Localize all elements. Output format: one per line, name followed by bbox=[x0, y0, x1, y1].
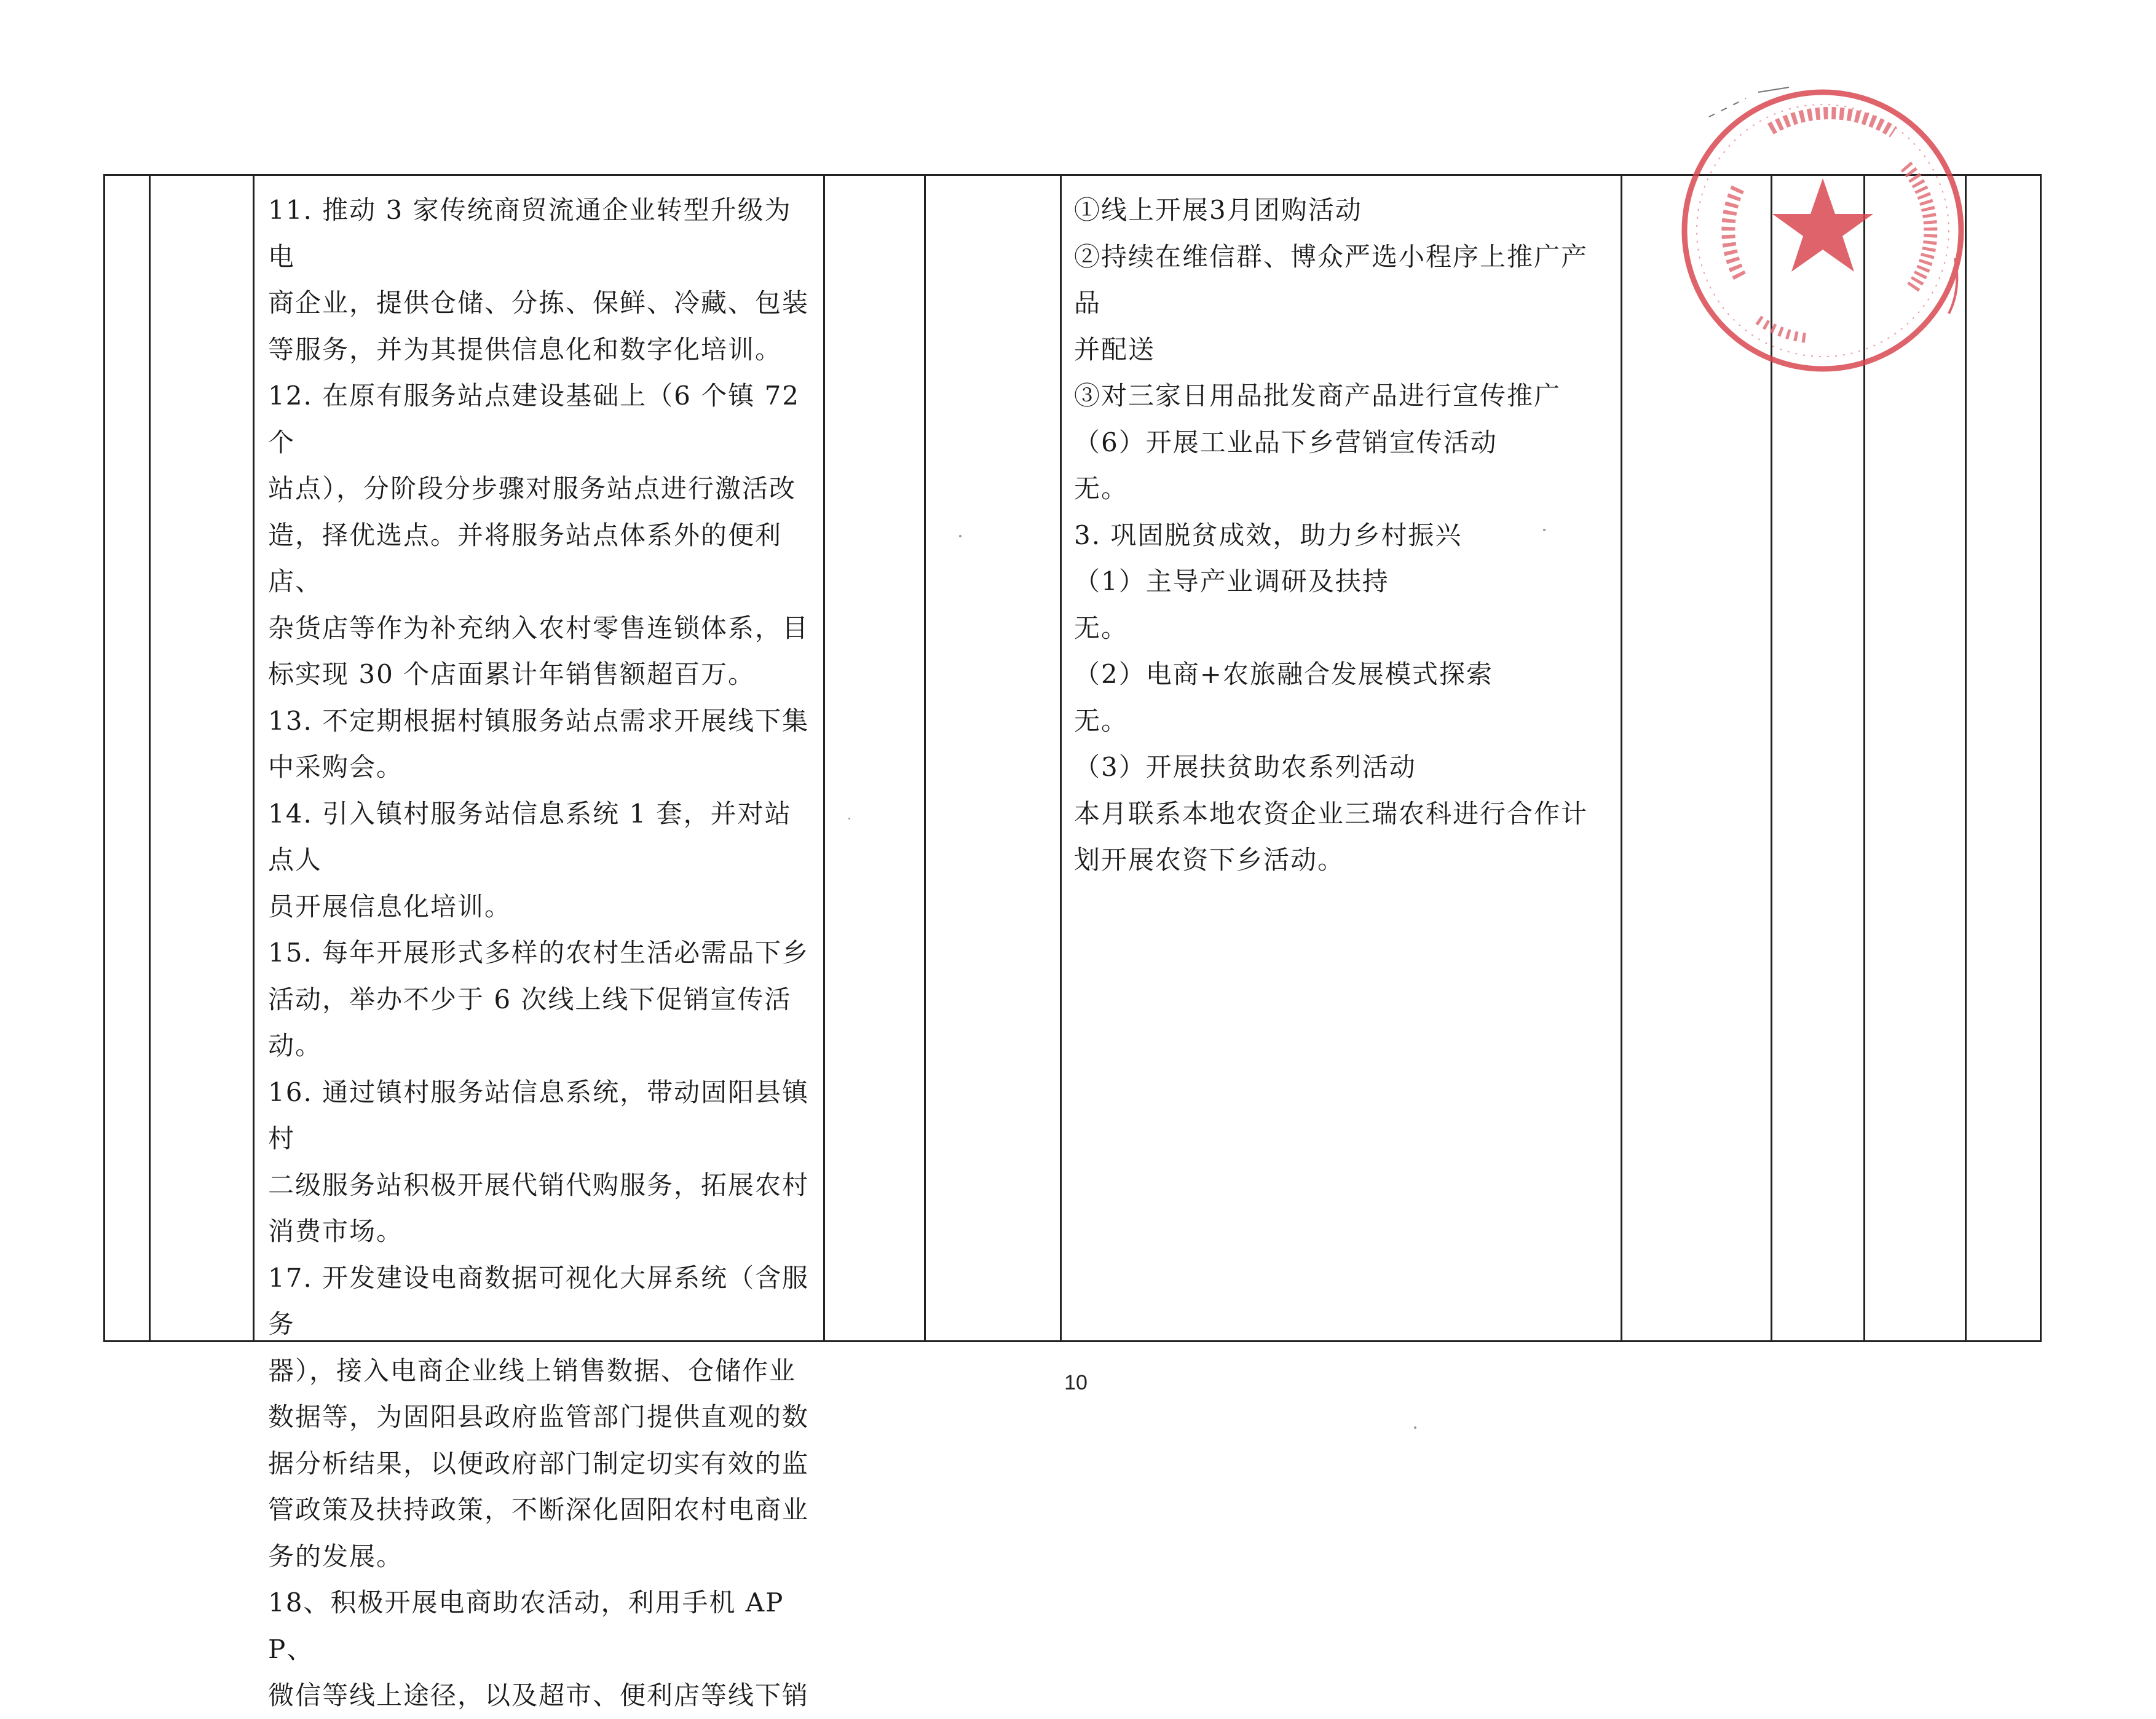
text-line: 12. 在原有服务站点建设基础上（6 个镇 72 个 bbox=[268, 381, 810, 457]
empty-cell bbox=[824, 175, 925, 1342]
text-line: 造，择优选点。并将服务站点体系外的便利店、 bbox=[268, 520, 783, 596]
progress-content-list bbox=[1062, 176, 1621, 1330]
text-line: （1）主导产业调研及扶持 bbox=[1074, 566, 1389, 596]
text-line: 14. 引入镇村服务站信息系统 1 套，并对站点人 bbox=[268, 798, 792, 875]
text-line: 消费市场。 bbox=[268, 1216, 404, 1246]
text-line: 据分析结果，以便政府部门制定切实有效的监 bbox=[268, 1448, 810, 1479]
text-line: 15. 每年开展形式多样的农村生活必需品下乡 bbox=[268, 938, 810, 968]
text-line: 无。 bbox=[1074, 473, 1129, 504]
text-line: （6）开展工业品下乡营销宣传活动 bbox=[1074, 427, 1498, 457]
page-number: 10 bbox=[1064, 1371, 1088, 1394]
scan-speck bbox=[1414, 1426, 1416, 1429]
text-line: 无。 bbox=[1074, 705, 1129, 736]
text-line: 并配送 bbox=[1074, 334, 1156, 365]
text-line: 17. 开发建设电商数据可视化大屏系统（含服务 bbox=[268, 1262, 810, 1339]
text-line: 划开展农资下乡活动。 bbox=[1074, 845, 1345, 875]
progress-content-cell bbox=[1061, 175, 1622, 1342]
scan-speck bbox=[1543, 529, 1546, 531]
official-seal bbox=[1666, 74, 1980, 387]
text-line: 中采购会。 bbox=[268, 752, 404, 782]
text-line: 站点），分阶段分步骤对服务站点进行激活改 bbox=[268, 473, 797, 504]
sequence-cell bbox=[105, 175, 150, 1342]
text-line: 18、积极开展电商助农活动，利用手机 APP、 bbox=[268, 1587, 784, 1664]
text-line: 3. 巩固脱贫成效，助力乡村振兴 bbox=[1074, 520, 1463, 550]
text-line: ③对三家日用品批发商产品进行宣传推广 bbox=[1074, 381, 1562, 411]
text-line: （3）开展扶贫助农系列活动 bbox=[1074, 752, 1416, 782]
text-line: 商企业，提供仓储、分拣、保鲜、冷藏、包装 bbox=[268, 288, 810, 318]
text-line: 数据等，为固阳县政府监管部门提供直观的数 bbox=[268, 1402, 810, 1432]
scan-speck bbox=[959, 535, 962, 537]
scan-speck bbox=[848, 818, 850, 820]
text-line: 无。 bbox=[1074, 612, 1129, 643]
plan-content-list bbox=[255, 176, 823, 1710]
project-name-cell bbox=[150, 175, 254, 1342]
text-line: 器），接入电商企业线上销售数据、仓储作业 bbox=[268, 1355, 797, 1386]
text-line: 11. 推动 3 家传统商贸流通企业转型升级为电 bbox=[268, 195, 792, 272]
text-line: 杂货店等作为补充纳入农村零售连锁体系，目 bbox=[268, 612, 810, 643]
text-line: 活动，举办不少于 6 次线上线下促销宣传活动。 bbox=[268, 984, 792, 1061]
empty-cell bbox=[925, 175, 1061, 1342]
text-line: 13. 不定期根据村镇服务站点需求开展线下集 bbox=[268, 705, 810, 736]
text-line: 二级服务站积极开展代销代购服务，拓展农村 bbox=[268, 1169, 810, 1200]
text-line: 16. 通过镇村服务站信息系统，带动固阳县镇村 bbox=[268, 1077, 810, 1153]
text-line: 标实现 30 个店面累计年销售额超百万。 bbox=[268, 659, 756, 689]
text-line: 本月联系本地农资企业三瑞农科进行合作计 bbox=[1074, 798, 1589, 829]
text-line: ①线上开展3月团购活动 bbox=[1074, 195, 1362, 225]
text-line: （2）电商+农旅融合发展模式探索 bbox=[1074, 659, 1493, 689]
plan-content-cell bbox=[254, 175, 824, 1710]
text-line: 管政策及扶持政策，不断深化固阳农村电商业 bbox=[268, 1495, 810, 1525]
text-line: 务的发展。 bbox=[268, 1541, 404, 1571]
text-line: 员开展信息化培训。 bbox=[268, 891, 512, 922]
text-line: 等服务，并为其提供信息化和数字化培训。 bbox=[268, 334, 783, 365]
text-line: ②持续在维信群、博众严选小程序上推广产品 bbox=[1074, 241, 1589, 318]
text-line: 微信等线上途径，以及超市、便利店等线下销 bbox=[268, 1680, 810, 1710]
